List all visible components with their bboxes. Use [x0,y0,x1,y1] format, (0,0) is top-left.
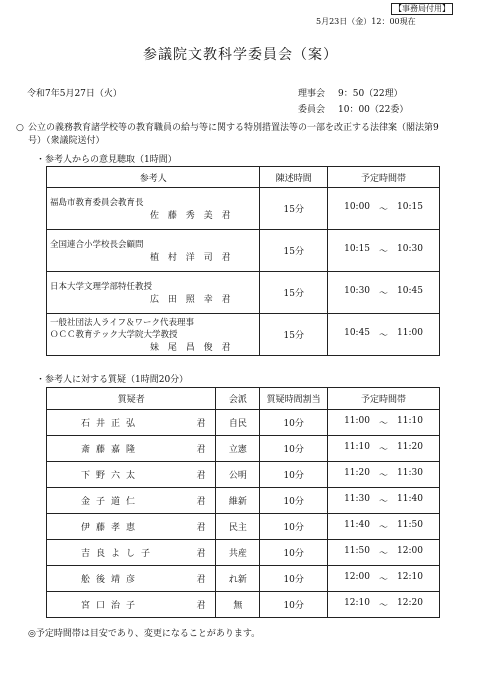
witness-table [46,166,440,356]
questioner-name-cell [47,514,216,540]
slot-tilde: ～ [379,471,389,481]
iinkai-time: 10：00（22委） [338,105,409,115]
witness-cell [47,314,260,356]
table-row [47,436,440,462]
page-title: 参議院文教科学委員会（案） [143,47,338,63]
col-statement-time: 陳述時間 [260,167,328,188]
statement-duration: 15分 [260,314,328,356]
witness-name: 広 田 照 幸 君 [150,295,234,305]
table-row [47,540,440,566]
party: 維新 [216,488,260,514]
slot-tilde: ～ [379,549,389,559]
staff-use-tag: 【事務局付用】 [391,3,453,15]
slot-start: 11:30 [344,494,370,504]
slot-tilde: ～ [379,331,389,341]
slot-end: 11:30 [397,468,423,478]
table-row [47,410,440,436]
slot-start: 11:10 [344,442,370,452]
col-scheduled-slot: 予定時間帯 [328,167,440,188]
slot-end: 10:30 [397,244,423,254]
party: 立憲 [216,436,260,462]
table-row [47,230,440,272]
col-allotted-time: 質疑時間割当 [260,388,328,410]
questioner-name-cell [47,436,216,462]
footer-note: ◎予定時間帯は目安であり、変更になることがあります。 [28,629,261,639]
slot-tilde: ～ [379,445,389,455]
party: 民主 [216,514,260,540]
allotted-time: 10分 [260,540,328,566]
slot-end: 11:50 [397,520,423,530]
honorific-kun: 君 [196,523,206,533]
section1-heading: ・参考人からの意見聴取（1時間） [36,155,177,165]
slot-end: 12:00 [397,546,423,556]
questioner-name-cell [47,566,216,592]
witness-org-secondary: ＯＣＣ教育テック大学院大学教授 [50,330,178,340]
time-slot [328,188,440,230]
slot-end: 10:45 [397,286,423,296]
slot-start: 10:45 [344,328,371,338]
slot-start: 12:00 [344,572,370,582]
allotted-time: 10分 [260,462,328,488]
questioner-name: 斎藤嘉隆 [81,445,142,455]
slot-start: 11:40 [344,520,370,530]
party: 公明 [216,462,260,488]
questioner-name-cell [47,462,216,488]
iinkai-label: 委員会 [298,105,326,115]
allotted-time: 10分 [260,410,328,436]
witness-cell [47,230,260,272]
slot-start: 11:00 [344,416,370,426]
table-row [47,188,440,230]
witness-org: 日本大学文理学部特任教授 [50,282,153,292]
col-party: 会派 [216,388,260,410]
honorific-kun: 君 [196,497,206,507]
time-slot [328,540,440,566]
col-scheduled-slot: 予定時間帯 [328,388,440,410]
slot-end: 11:40 [397,494,423,504]
witness-name: 妹 尾 昌 俊 君 [150,343,234,353]
table-row [47,462,440,488]
slot-end: 10:15 [397,202,423,212]
allotted-time: 10分 [260,514,328,540]
questioner-name-cell [47,488,216,514]
slot-start: 10:30 [344,286,371,296]
questioner-name-cell [47,592,216,618]
slot-tilde: ～ [379,497,389,507]
section2-heading: ・参考人に対する質疑（1時間20分） [36,375,189,385]
col-witness: 参考人 [47,167,260,188]
slot-start: 11:20 [344,468,370,478]
rijikai-label: 理事会 [298,89,326,99]
witness-org: 福島市教育委員会教育長 [50,198,144,208]
time-slot [328,230,440,272]
slot-tilde: ～ [379,523,389,533]
slot-end: 11:20 [397,442,423,452]
questioner-name: 吉良よし子 [81,549,157,559]
rijikai-time: 9：50（22理） [338,89,403,99]
questioner-name: 伊藤孝恵 [81,523,142,533]
slot-tilde: ～ [379,289,389,299]
time-slot [328,514,440,540]
honorific-kun: 君 [196,575,206,585]
questioner-name: 下野六太 [81,471,142,481]
time-slot [328,566,440,592]
party: 共産 [216,540,260,566]
slot-tilde: ～ [379,205,389,215]
time-slot [328,272,440,314]
witness-table-header [47,167,440,188]
time-slot [328,314,440,356]
questioner-name-cell [47,410,216,436]
questioner-name: 金子道仁 [81,497,142,507]
questioner-name: 石井正弘 [81,419,142,429]
time-slot [328,592,440,618]
slot-start: 11:50 [344,546,370,556]
slot-tilde: ～ [379,601,389,611]
questioner-name: 宮口治子 [81,601,142,611]
witness-cell [47,272,260,314]
slot-tilde: ～ [379,247,389,257]
allotted-time: 10分 [260,566,328,592]
witness-name: 植 村 洋 司 君 [150,253,234,263]
col-questioner: 質疑者 [47,388,216,410]
time-slot [328,436,440,462]
questioner-table-header [47,388,440,410]
slot-start: 12:10 [344,598,370,608]
slot-end: 12:10 [397,572,423,582]
statement-duration: 15分 [260,188,328,230]
party: 自民 [216,410,260,436]
table-row [47,566,440,592]
statement-duration: 15分 [260,272,328,314]
honorific-kun: 君 [196,549,206,559]
circle-mark: ○ [16,123,24,133]
allotted-time: 10分 [260,488,328,514]
allotted-time: 10分 [260,436,328,462]
witness-org: 一般社団法人ライフ＆ワーク代表理事 [50,318,194,328]
time-slot [328,488,440,514]
table-row [47,514,440,540]
witness-name: 佐 藤 秀 美 君 [150,211,234,221]
table-row [47,488,440,514]
slot-end: 11:10 [397,416,423,426]
slot-start: 10:00 [344,202,371,212]
slot-tilde: ～ [379,419,389,429]
statement-duration: 15分 [260,230,328,272]
slot-tilde: ～ [379,575,389,585]
honorific-kun: 君 [196,601,206,611]
iinkai-schedule [298,102,408,115]
bill-title [16,122,448,148]
honorific-kun: 君 [196,471,206,481]
slot-end: 11:00 [397,328,423,338]
questioner-name-cell [47,540,216,566]
time-slot [328,462,440,488]
witness-cell [47,188,260,230]
time-slot [328,410,440,436]
questioner-table [46,387,440,618]
party: れ新 [216,566,260,592]
slot-end: 12:20 [397,598,423,608]
questioner-name: 舩後靖彦 [81,575,142,585]
honorific-kun: 君 [196,445,206,455]
as-of-timestamp: 5月23日（金）12：00現在 [316,17,416,26]
meeting-date: 令和7年5月27日（火） [27,89,122,99]
honorific-kun: 君 [196,419,206,429]
table-row [47,314,440,356]
allotted-time: 10分 [260,592,328,618]
witness-org: 全国連合小学校長会顧問 [50,240,144,250]
party: 無 [216,592,260,618]
slot-start: 10:15 [344,244,371,254]
table-row [47,592,440,618]
bill-text: 公立の義務教育諸学校等の教育職員の給与等に関する特別措置法等の一部を改正する法律案（閣法第9号）（衆議院送付） [28,123,439,146]
table-row [47,272,440,314]
rijikai-schedule [298,86,403,99]
